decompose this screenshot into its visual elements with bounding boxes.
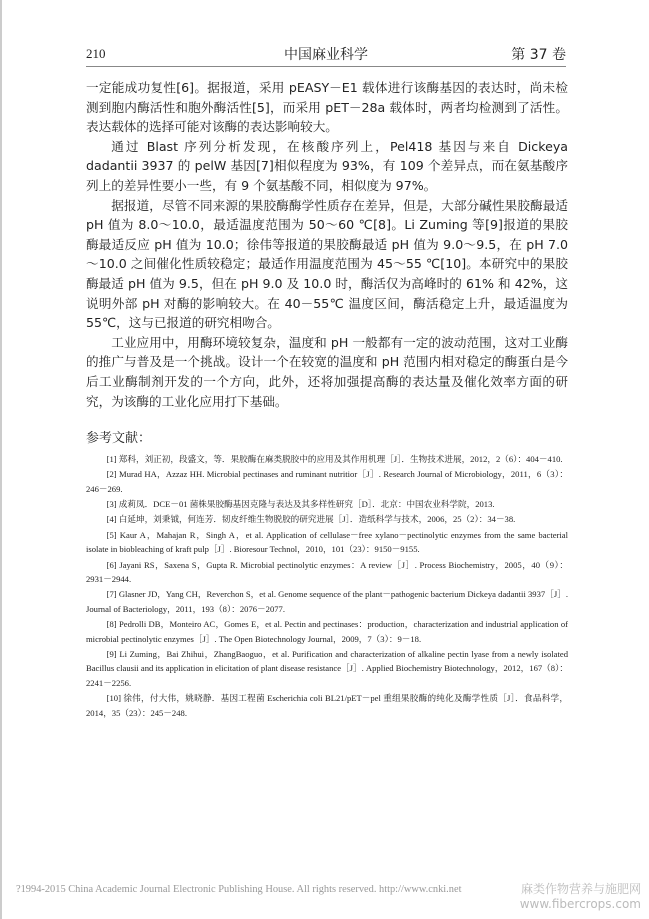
reference-list — [86, 452, 568, 720]
reference-item: [4] 白延坤，刘秉钺，何连芳．韧皮纤维生物脱胶的研究进展［J］．造纸科学与技术，2006，25（2）：34－38. — [106, 514, 516, 525]
volume-label: 第 37 卷 — [511, 47, 566, 63]
reference-item: [6] Jayani RS，Saxena S，Gupta R. Microbial pectinolytic enzymes：A review［J］. Process Biochemistry，2005，40（9）：2931－2944. — [86, 559, 568, 584]
reference-item: [7] Glasner JD，Yang CH，Reverchon S，et al. Genome sequence of the plant－pathogenic bacterium Dickeya dadantii 3937［J］. Journal of Bacteriology，2011，193（8）：2076－2077. — [86, 589, 568, 614]
copyright-footer: ?1994-2015 China Academic Journal Electronic Publishing House. All rights reserved. http://www.cnki.net — [16, 884, 462, 895]
reference-item: [1] 郑科，刘正初，段盛文，等．果胶酶在麻类脱胶中的应用及其作用机理［J］．生物技术进展，2012，2（6）：404－410. — [106, 453, 563, 464]
journal-title: 中国麻业科学 — [284, 47, 368, 63]
reference-item: [10] 徐伟，付大伟，姚晓静．基因工程菌 Escherichia coli BL21/pET－pel 重组果胶酶的纯化及酶学性质［J］．食品科学，2014，35（23）：245－248. — [86, 693, 568, 718]
article-body — [86, 78, 568, 721]
page-number: 210 — [86, 46, 106, 61]
watermark-url: www.fibercrops.com — [519, 897, 641, 911]
paragraph: 据报道，尽管不同来源的果胶酶酶学性质存在差异，但是，大部分碱性果胶酶最适 pH 值为 8.0～10.0，最适温度范围为 50～60 ℃[8]。Li Zuming 等[9]报道的果胶酶最适反应 pH 值为 10.0；徐伟等报道的果胶酶最适 pH 值为 9.0～9.5，在 pH 7.0～10.0 之间催化性质较稳定；最适作用温度范围为 45～55 ℃[10]。本研究中的果胶酶最适 pH 值为 9.5，但在 pH 9.0 及 10.0 时，酶活仅为高峰时的 61% 和 42%，这说明外部 pH 对酶的影响较大。在 40－55℃ 温度区间，酶活稳定上升，最适温度为 55℃，这与已报道的研究相吻合。 — [86, 197, 568, 331]
watermark-cn: 麻类作物营养与施肥网 — [520, 882, 641, 896]
paragraph: 一定能成功复性[6]。据报道，采用 pEASY－E1 载体进行该酶基因的表达时，尚未检测到胞内酶活性和胞外酶活性[5]，而采用 pET－28a 载体时，两者均检测到了活性。表达载体的选择可能对该酶的表达影响较大。 — [86, 80, 568, 135]
running-header — [86, 44, 566, 67]
reference-item: [2] Murad HA，Azzaz HH. Microbial pectinases and ruminant nutritior［J］. Research Journal of Microbiology，2011，6（3）：246－269. — [86, 469, 568, 494]
reference-item: [9] Li Zuming，Bai Zhihui，ZhangBaoguo，et al. Purification and characterization of alkaline pectin lyase from a newly isolated Bacillus clausii and its application in elicitation of plant disease resistance［J］. Applied Biochemistry Biotechnology，2012，167（8）：2241－2256. — [86, 648, 568, 688]
paragraph: 工业应用中，用酶环境较复杂，温度和 pH 一般都有一定的波动范围，这对工业酶的推广与普及是一个挑战。设计一个在较宽的温度和 pH 范围内相对稳定的酶蛋白是今后工业酶制剂开发的一个方向，此外，还将加强提高酶的表达量及催化效率方面的研究，为该酶的工业化应用打下基础。 — [86, 334, 568, 409]
reference-item: [5] Kaur A，Mahajan R，Singh A，et al. Application of cellulase－free xylano－pectinolytic enzymes from the same bacterial isolate in biobleaching of kraft pulp［J］. Bioresour Technol，2010，101（23）：9150－9155. — [86, 529, 568, 555]
reference-item: [8] Pedrolli DB，Monteiro AC，Gomes E，et al. Pectin and pectinases：production，characterization and industrial application of microbial pectinolytic enzymes［J］. The Open Biotechnology Journal，2009，7（3）：9－18. — [86, 619, 568, 644]
page-edge — [0, 0, 2, 919]
reference-item: [3] 成莉凤．DCE－01 菌株果胶酶基因克隆与表达及其多样性研究［D］．北京：中国农业科学院，2013. — [106, 498, 495, 509]
references-heading: 参考文献： — [86, 431, 152, 447]
watermark — [520, 880, 641, 911]
paragraph: 通过 Blast 序列分析发现，在核酸序列上，Pel418 基因与来自 Dickeya dadantii 3937 的 pelW 基因[7]相似程度为 93%，有 109 个差异点，而在氨基酸序列上的差异性要小一些，有 9 个氨基酸不同，相似度为 97%。 — [86, 138, 568, 193]
